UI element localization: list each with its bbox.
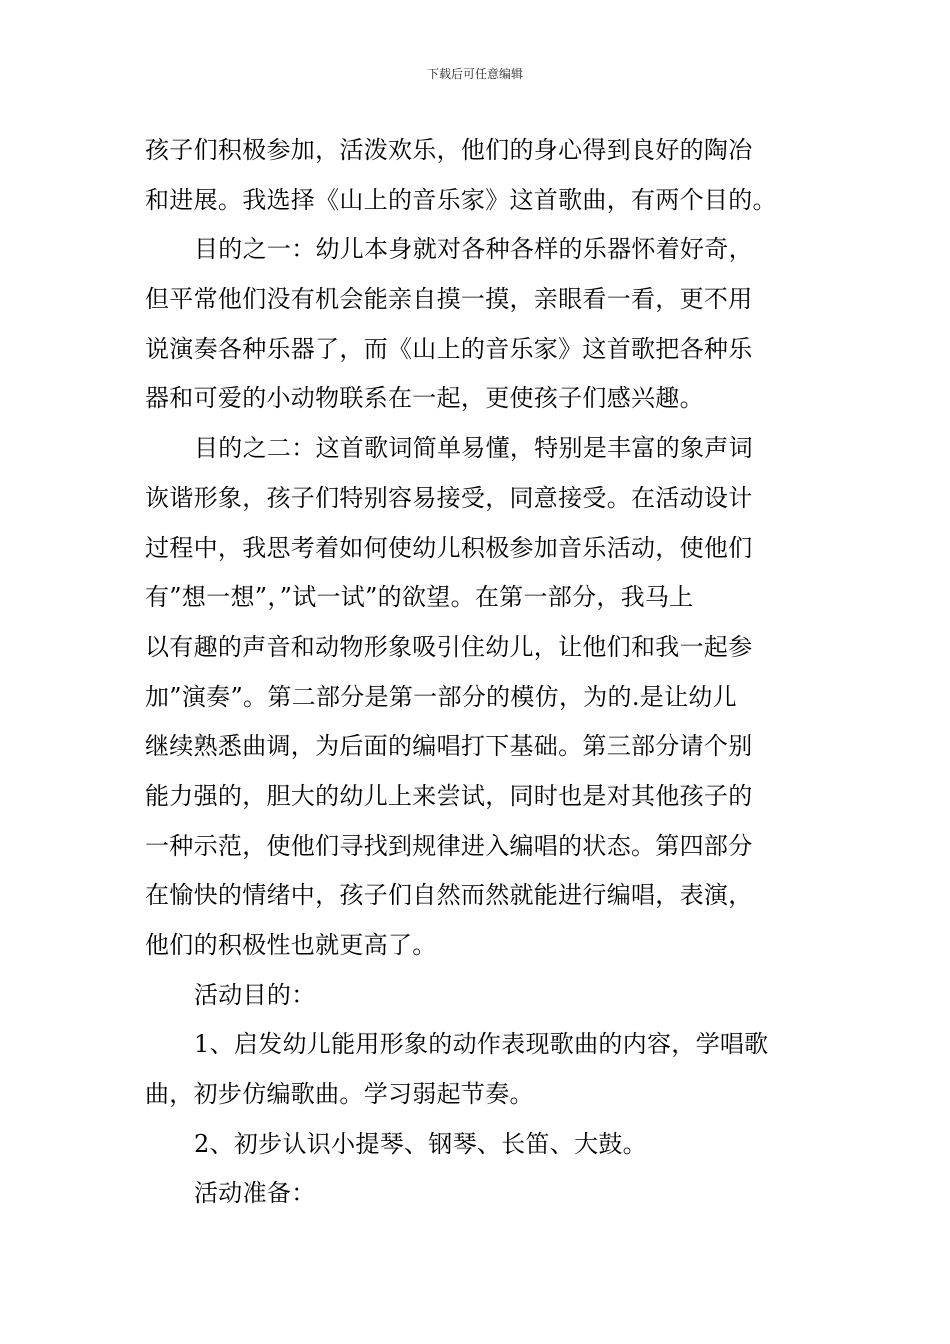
paragraph-start-line: 活动准备： [194, 1179, 316, 1208]
text-line: 器和可爱的小动物联系在一起，更使孩子们感兴趣。 [145, 384, 704, 413]
paragraph-start-line: 1、启发幼儿能用形象的动作表现歌曲的内容，学唱歌 [194, 1030, 769, 1059]
text-line: 一种示范，使他们寻找到规律进入编唱的状态。第四部分 [145, 831, 753, 860]
text-line: 在愉快的情绪中，孩子们自然而然就能进行编唱，表演， [145, 881, 753, 910]
text-line: 曲，初步仿编歌曲。学习弱起节奏。 [145, 1080, 534, 1109]
text-line: 但平常他们没有机会能亲自摸一摸，亲眼看一看，更不用 [145, 285, 753, 314]
text-line: 他们的积极性也就更高了。 [145, 931, 437, 959]
text-line: 能力强的，胆大的幼儿上来尝试，同时也是对其他孩子的 [145, 781, 753, 810]
page-header: 下载后可任意编辑 [426, 67, 523, 81]
paragraph-start-line: 目的之一：幼儿本身就对各种各样的乐器怀着好奇， [194, 235, 753, 264]
document-body [145, 126, 810, 1219]
text-line: 说演奏各种乐器了，而《山上的音乐家》这首歌把各种乐 [145, 334, 753, 363]
text-line: 孩子们积极参加，活泼欢乐，他们的身心得到良好的陶冶 [145, 136, 753, 164]
text-line: 以有趣的声音和动物形象吸引住幼儿，让他们和我一起参 [145, 632, 753, 661]
paragraph-start-line: 活动目的： [194, 980, 316, 1009]
paragraph-start-line: 2、初步认识小提琴、钢琴、长笛、大鼓。 [194, 1129, 647, 1158]
text-line: 诙谐形象，孩子们特别容易接受，同意接受。在活动设计 [145, 483, 753, 512]
text-line: 继续熟悉曲调，为后面的编唱打下基础。第三部分请个别 [145, 732, 753, 761]
text-line: 加”演奏”。第二部分是第一部分的模仿，为的.是让幼儿 [145, 682, 737, 711]
paragraph-start-line: 目的之二：这首歌词简单易懂，特别是丰富的象声词 [194, 434, 753, 463]
text-line: 过程中，我思考着如何使幼儿积极参加音乐活动，使他们 [145, 533, 753, 562]
text-line: 和进展。我选择《山上的音乐家》这首歌曲，有两个目的。 [145, 185, 777, 214]
text-line: 有”想一想”，”试一试”的欲望。在第一部分，我马上 [145, 583, 694, 612]
